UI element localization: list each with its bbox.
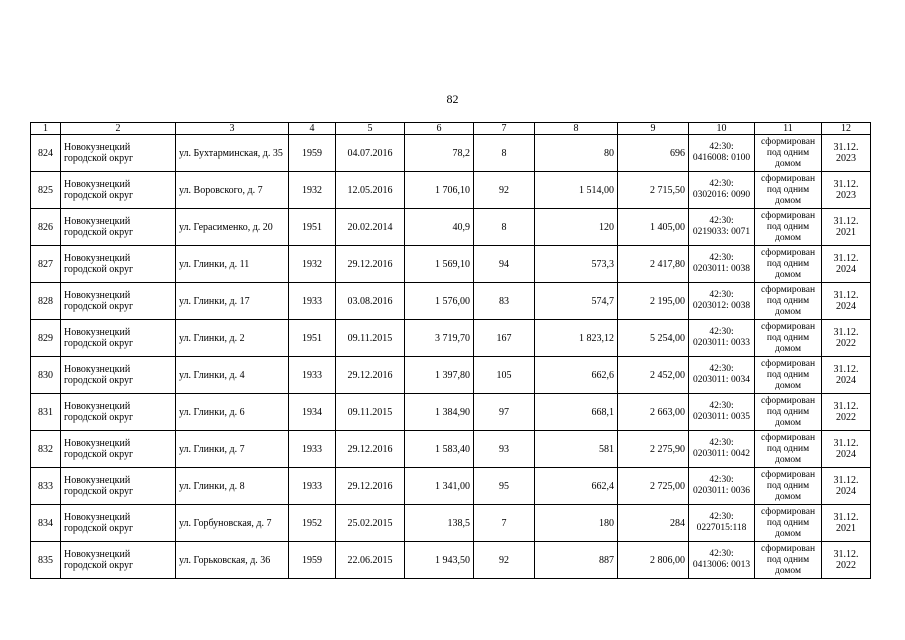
deadline-cell: 31.12. 2022 xyxy=(822,394,871,431)
value-cell: 2 806,00 xyxy=(618,542,689,579)
cadastral-number-cell: 42:30: 0302016: 0090 xyxy=(689,172,755,209)
row-number-cell: 834 xyxy=(31,505,61,542)
value-cell: 180 xyxy=(535,505,618,542)
year-cell: 1959 xyxy=(289,135,336,172)
area-cell: 40,9 xyxy=(405,209,474,246)
value-cell: 80 xyxy=(535,135,618,172)
column-header: 7 xyxy=(474,123,535,135)
deadline-cell: 31.12. 2024 xyxy=(822,468,871,505)
column-number-row xyxy=(31,123,871,135)
value-cell: 2 715,50 xyxy=(618,172,689,209)
row-number-cell: 828 xyxy=(31,283,61,320)
address-cell: ул. Глинки, д. 17 xyxy=(176,283,289,320)
area-cell: 3 719,70 xyxy=(405,320,474,357)
table-row xyxy=(31,431,871,468)
cadastral-number-cell: 42:30: 0203011: 0033 xyxy=(689,320,755,357)
formation-method-cell: сформирован под одним домом xyxy=(755,357,822,394)
residents-cell: 92 xyxy=(474,542,535,579)
area-cell: 1 576,00 xyxy=(405,283,474,320)
deadline-cell: 31.12. 2022 xyxy=(822,542,871,579)
row-number-cell: 827 xyxy=(31,246,61,283)
year-cell: 1959 xyxy=(289,542,336,579)
column-header: 11 xyxy=(755,123,822,135)
area-cell: 1 569,10 xyxy=(405,246,474,283)
area-cell: 1 341,00 xyxy=(405,468,474,505)
formation-method-cell: сформирован под одним домом xyxy=(755,172,822,209)
municipality-cell: Новокузнецкий городской округ xyxy=(61,394,176,431)
residents-cell: 8 xyxy=(474,135,535,172)
residents-cell: 93 xyxy=(474,431,535,468)
date-cell: 22.06.2015 xyxy=(336,542,405,579)
municipality-cell: Новокузнецкий городской округ xyxy=(61,283,176,320)
formation-method-cell: сформирован под одним домом xyxy=(755,468,822,505)
municipality-cell: Новокузнецкий городской округ xyxy=(61,172,176,209)
area-cell: 1 706,10 xyxy=(405,172,474,209)
year-cell: 1934 xyxy=(289,394,336,431)
formation-method-cell: сформирован под одним домом xyxy=(755,542,822,579)
value-cell: 573,3 xyxy=(535,246,618,283)
cadastral-number-cell: 42:30: 0416008: 0100 xyxy=(689,135,755,172)
municipality-cell: Новокузнецкий городской округ xyxy=(61,505,176,542)
column-header: 6 xyxy=(405,123,474,135)
municipality-cell: Новокузнецкий городской округ xyxy=(61,542,176,579)
value-cell: 284 xyxy=(618,505,689,542)
cadastral-number-cell: 42:30: 0203011: 0038 xyxy=(689,246,755,283)
address-cell: ул. Бухтарминская, д. 35 xyxy=(176,135,289,172)
deadline-cell: 31.12. 2023 xyxy=(822,172,871,209)
address-cell: ул. Глинки, д. 4 xyxy=(176,357,289,394)
address-cell: ул. Горьковская, д. 36 xyxy=(176,542,289,579)
year-cell: 1952 xyxy=(289,505,336,542)
residents-cell: 92 xyxy=(474,172,535,209)
table-row xyxy=(31,172,871,209)
deadline-cell: 31.12. 2021 xyxy=(822,505,871,542)
table-row xyxy=(31,209,871,246)
year-cell: 1933 xyxy=(289,283,336,320)
address-cell: ул. Глинки, д. 8 xyxy=(176,468,289,505)
deadline-cell: 31.12. 2023 xyxy=(822,135,871,172)
residents-cell: 83 xyxy=(474,283,535,320)
formation-method-cell: сформирован под одним домом xyxy=(755,283,822,320)
year-cell: 1951 xyxy=(289,209,336,246)
formation-method-cell: сформирован под одним домом xyxy=(755,209,822,246)
table-row xyxy=(31,283,871,320)
date-cell: 20.02.2014 xyxy=(336,209,405,246)
year-cell: 1932 xyxy=(289,246,336,283)
value-cell: 120 xyxy=(535,209,618,246)
year-cell: 1933 xyxy=(289,468,336,505)
cadastral-number-cell: 42:30: 0227015:118 xyxy=(689,505,755,542)
table-row xyxy=(31,320,871,357)
area-cell: 138,5 xyxy=(405,505,474,542)
formation-method-cell: сформирован под одним домом xyxy=(755,320,822,357)
address-cell: ул. Глинки, д. 2 xyxy=(176,320,289,357)
residents-cell: 95 xyxy=(474,468,535,505)
address-cell: ул. Глинки, д. 6 xyxy=(176,394,289,431)
formation-method-cell: сформирован под одним домом xyxy=(755,505,822,542)
cadastral-number-cell: 42:30: 0203011: 0035 xyxy=(689,394,755,431)
date-cell: 04.07.2016 xyxy=(336,135,405,172)
area-cell: 1 943,50 xyxy=(405,542,474,579)
year-cell: 1951 xyxy=(289,320,336,357)
municipality-cell: Новокузнецкий городской округ xyxy=(61,209,176,246)
table-row xyxy=(31,468,871,505)
column-header: 12 xyxy=(822,123,871,135)
value-cell: 2 663,00 xyxy=(618,394,689,431)
value-cell: 1 514,00 xyxy=(535,172,618,209)
formation-method-cell: сформирован под одним домом xyxy=(755,431,822,468)
column-header: 3 xyxy=(176,123,289,135)
column-header: 9 xyxy=(618,123,689,135)
value-cell: 1 405,00 xyxy=(618,209,689,246)
deadline-cell: 31.12. 2022 xyxy=(822,320,871,357)
date-cell: 29.12.2016 xyxy=(336,468,405,505)
row-number-cell: 826 xyxy=(31,209,61,246)
housing-registry-table xyxy=(30,122,871,579)
area-cell: 1 397,80 xyxy=(405,357,474,394)
date-cell: 25.02.2015 xyxy=(336,505,405,542)
address-cell: ул. Горбуновская, д. 7 xyxy=(176,505,289,542)
municipality-cell: Новокузнецкий городской округ xyxy=(61,431,176,468)
value-cell: 2 195,00 xyxy=(618,283,689,320)
cadastral-number-cell: 42:30: 0203011: 0034 xyxy=(689,357,755,394)
row-number-cell: 833 xyxy=(31,468,61,505)
cadastral-number-cell: 42:30: 0203012: 0038 xyxy=(689,283,755,320)
area-cell: 1 384,90 xyxy=(405,394,474,431)
municipality-cell: Новокузнецкий городской округ xyxy=(61,135,176,172)
date-cell: 29.12.2016 xyxy=(336,246,405,283)
address-cell: ул. Глинки, д. 7 xyxy=(176,431,289,468)
column-header: 2 xyxy=(61,123,176,135)
value-cell: 696 xyxy=(618,135,689,172)
municipality-cell: Новокузнецкий городской округ xyxy=(61,357,176,394)
value-cell: 574,7 xyxy=(535,283,618,320)
cadastral-number-cell: 42:30: 0219033: 0071 xyxy=(689,209,755,246)
formation-method-cell: сформирован под одним домом xyxy=(755,394,822,431)
residents-cell: 97 xyxy=(474,394,535,431)
page-number: 82 xyxy=(446,92,459,106)
column-header: 5 xyxy=(336,123,405,135)
row-number-cell: 832 xyxy=(31,431,61,468)
table-row xyxy=(31,246,871,283)
date-cell: 09.11.2015 xyxy=(336,320,405,357)
column-header: 8 xyxy=(535,123,618,135)
value-cell: 662,4 xyxy=(535,468,618,505)
value-cell: 1 823,12 xyxy=(535,320,618,357)
deadline-cell: 31.12. 2021 xyxy=(822,209,871,246)
area-cell: 1 583,40 xyxy=(405,431,474,468)
residents-cell: 94 xyxy=(474,246,535,283)
value-cell: 2 452,00 xyxy=(618,357,689,394)
year-cell: 1933 xyxy=(289,357,336,394)
formation-method-cell: сформирован под одним домом xyxy=(755,135,822,172)
table-row xyxy=(31,357,871,394)
column-header: 4 xyxy=(289,123,336,135)
formation-method-cell: сформирован под одним домом xyxy=(755,246,822,283)
value-cell: 581 xyxy=(535,431,618,468)
row-number-cell: 831 xyxy=(31,394,61,431)
residents-cell: 7 xyxy=(474,505,535,542)
residents-cell: 105 xyxy=(474,357,535,394)
residents-cell: 167 xyxy=(474,320,535,357)
municipality-cell: Новокузнецкий городской округ xyxy=(61,246,176,283)
cadastral-number-cell: 42:30: 0203011: 0042 xyxy=(689,431,755,468)
table-row xyxy=(31,505,871,542)
address-cell: ул. Герасименко, д. 20 xyxy=(176,209,289,246)
value-cell: 668,1 xyxy=(535,394,618,431)
date-cell: 09.11.2015 xyxy=(336,394,405,431)
cadastral-number-cell: 42:30: 0203011: 0036 xyxy=(689,468,755,505)
deadline-cell: 31.12. 2024 xyxy=(822,357,871,394)
row-number-cell: 824 xyxy=(31,135,61,172)
deadline-cell: 31.12. 2024 xyxy=(822,283,871,320)
row-number-cell: 830 xyxy=(31,357,61,394)
table-row xyxy=(31,394,871,431)
year-cell: 1933 xyxy=(289,431,336,468)
row-number-cell: 825 xyxy=(31,172,61,209)
deadline-cell: 31.12. 2024 xyxy=(822,246,871,283)
value-cell: 2 417,80 xyxy=(618,246,689,283)
address-cell: ул. Глинки, д. 11 xyxy=(176,246,289,283)
deadline-cell: 31.12. 2024 xyxy=(822,431,871,468)
column-header: 1 xyxy=(31,123,61,135)
column-header: 10 xyxy=(689,123,755,135)
value-cell: 2 725,00 xyxy=(618,468,689,505)
municipality-cell: Новокузнецкий городской округ xyxy=(61,320,176,357)
area-cell: 78,2 xyxy=(405,135,474,172)
value-cell: 887 xyxy=(535,542,618,579)
address-cell: ул. Воровского, д. 7 xyxy=(176,172,289,209)
value-cell: 2 275,90 xyxy=(618,431,689,468)
cadastral-number-cell: 42:30: 0413006: 0013 xyxy=(689,542,755,579)
date-cell: 29.12.2016 xyxy=(336,357,405,394)
table-row xyxy=(31,542,871,579)
value-cell: 662,6 xyxy=(535,357,618,394)
date-cell: 03.08.2016 xyxy=(336,283,405,320)
residents-cell: 8 xyxy=(474,209,535,246)
value-cell: 5 254,00 xyxy=(618,320,689,357)
row-number-cell: 835 xyxy=(31,542,61,579)
date-cell: 12.05.2016 xyxy=(336,172,405,209)
municipality-cell: Новокузнецкий городской округ xyxy=(61,468,176,505)
date-cell: 29.12.2016 xyxy=(336,431,405,468)
table-row xyxy=(31,135,871,172)
row-number-cell: 829 xyxy=(31,320,61,357)
year-cell: 1932 xyxy=(289,172,336,209)
